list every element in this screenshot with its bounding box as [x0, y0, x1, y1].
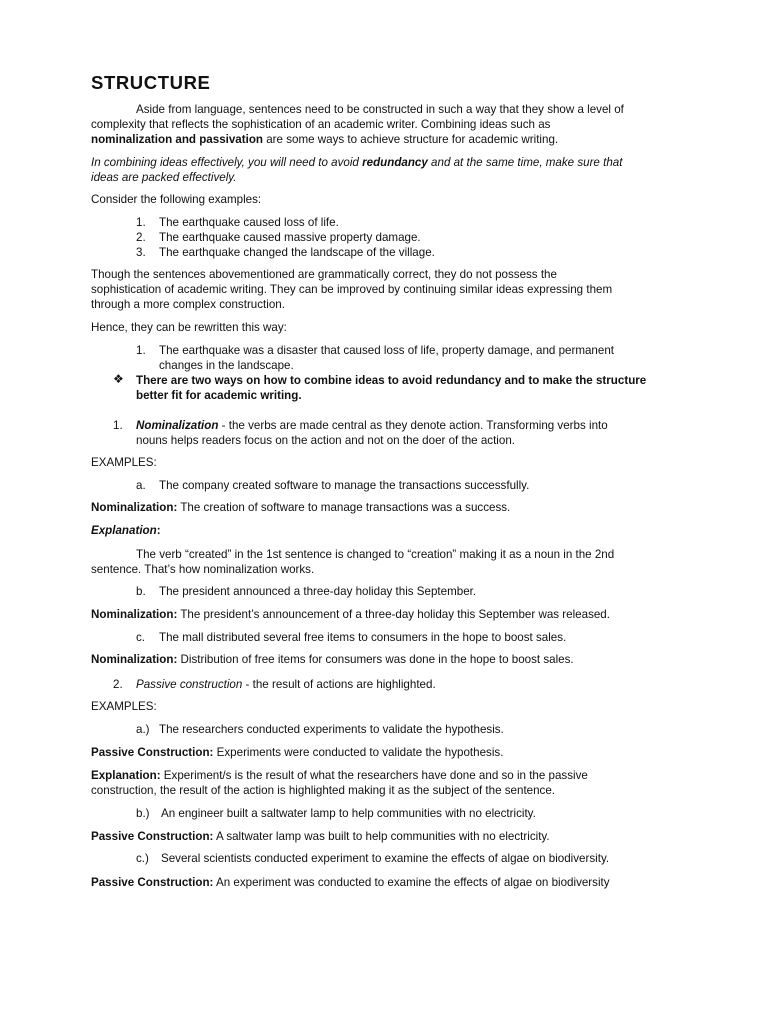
list-item: The earthquake changed the landscape of the village.: [159, 246, 435, 259]
result-label: Passive Construction:: [91, 746, 214, 759]
result-label: Nominalization:: [91, 608, 178, 621]
example-letter: b.: [136, 585, 146, 598]
nominalization-def: the verbs are made central as they denote action. Transforming verbs into: [228, 419, 608, 432]
list-number: 1.: [136, 216, 146, 229]
result-label: Passive Construction:: [91, 876, 214, 889]
bullet-line-2: better fit for academic writing.: [136, 389, 302, 402]
italic-para-line-2: ideas are packed effectively.: [91, 171, 237, 184]
nominalization-term: Nominalization: [136, 419, 219, 432]
result-label: Nominalization:: [91, 501, 178, 514]
explanation-line-2: sentence. That’s how nominalization works.: [91, 563, 315, 576]
explanation-text: Experiment/s is the result of what the researchers have done and so in the passive: [160, 769, 588, 782]
redundancy-term: redundancy: [362, 156, 428, 169]
passive-explanation-line-2: construction, the result of the action is highlighted making it as the subject of the sentence.: [91, 784, 556, 797]
example-letter: a.): [136, 723, 150, 736]
intro-line-3-rest: are some ways to achieve structure for academic writing.: [263, 133, 559, 146]
nominalization-result-a: [91, 500, 681, 515]
result-text: A saltwater lamp was built to help communities with no electricity.: [213, 830, 550, 843]
intro-line-1: Aside from language, sentences need to be constructed in such a way that they show a level of: [136, 103, 624, 116]
explanation-line-1: The verb “created” in the 1st sentence is changed to “creation” making it as a noun in the 2nd: [136, 548, 615, 561]
rewritten-number: 1.: [136, 344, 146, 357]
list-item: The earthquake caused massive property damage.: [159, 231, 421, 244]
hence-text: Hence, they can be rewritten this way:: [91, 321, 287, 334]
though-line-3: through a more complex construction.: [91, 298, 285, 311]
page-title: STRUCTURE: [91, 72, 211, 93]
result-text: Distribution of free items for consumers was done in the hope to boost sales.: [177, 653, 574, 666]
passive-result-b: [91, 829, 681, 844]
rewritten-line-1: The earthquake was a disaster that caused loss of life, property damage, and permanent: [159, 344, 614, 357]
nominalization-line-1: [136, 418, 608, 433]
passive-explanation-line-1: [91, 768, 681, 783]
explanation-heading: [91, 523, 681, 538]
passive-result-a: [91, 745, 681, 760]
examples-label: EXAMPLES:: [91, 700, 157, 713]
passive-number: 2.: [113, 678, 123, 691]
italic-para-line-1: [91, 155, 681, 170]
example-sentence: The company created software to manage the transactions successfully.: [159, 479, 530, 492]
nominalization-line-2: nouns helps readers focus on the action and not on the doer of the action.: [136, 434, 515, 447]
example-letter: a.: [136, 479, 146, 492]
consider-text: Consider the following examples:: [91, 193, 262, 206]
intro-line-3: [91, 132, 681, 147]
examples-label: EXAMPLES:: [91, 456, 157, 469]
though-line-1: Though the sentences abovementioned are grammatically correct, they do not possess the: [91, 268, 557, 281]
diamond-bullet-icon: ❖: [113, 372, 124, 386]
passive-term: Passive construction: [136, 678, 243, 691]
nominalization-number: 1.: [113, 419, 123, 432]
result-text: An experiment was conducted to examine the effects of algae on biodiversity: [213, 876, 610, 889]
intro-bold-terms: nominalization and passivation: [91, 133, 263, 146]
nominalization-result-b: [91, 607, 681, 622]
list-number: 3.: [136, 246, 146, 259]
example-sentence: An engineer built a saltwater lamp to help communities with no electricity.: [161, 807, 536, 820]
explanation-label: Explanation: [91, 524, 157, 537]
example-letter: b.): [136, 807, 150, 820]
nominalization-result-c: [91, 652, 681, 667]
example-sentence: The researchers conducted experiments to validate the hypothesis.: [159, 723, 504, 736]
example-sentence: The mall distributed several free items to consumers in the hope to boost sales.: [159, 631, 567, 644]
example-sentence: Several scientists conducted experiment to examine the effects of algae on biodiversity.: [161, 852, 610, 865]
explanation-label: Explanation:: [91, 769, 161, 782]
bullet-line-1: There are two ways on how to combine ideas to avoid redundancy and to make the structure: [136, 374, 647, 387]
example-letter: c.): [136, 852, 149, 865]
list-item: The earthquake caused loss of life.: [159, 216, 339, 229]
result-text: The president’s announcement of a three-day holiday this September was released.: [177, 608, 610, 621]
example-letter: c.: [136, 631, 146, 644]
result-text: Experiments were conducted to validate the hypothesis.: [213, 746, 504, 759]
passive-result-c: [91, 875, 681, 890]
though-line-2: sophistication of academic writing. They can be improved by continuing similar ideas expressing them: [91, 283, 613, 296]
passive-heading: [136, 677, 436, 692]
rewritten-line-2: changes in the landscape.: [159, 359, 294, 372]
result-label: Passive Construction:: [91, 830, 214, 843]
italic-part-1: In combining ideas effectively, you will need to avoid: [91, 156, 363, 169]
passive-def: - the result of actions are highlighted.: [242, 678, 436, 691]
intro-line-2: complexity that reflects the sophistication of an academic writer. Combining ideas such as: [91, 118, 551, 131]
nominalization-dash: -: [218, 419, 229, 432]
list-number: 2.: [136, 231, 146, 244]
result-label: Nominalization:: [91, 653, 178, 666]
result-text: The creation of software to manage transactions was a success.: [177, 501, 511, 514]
example-sentence: The president announced a three-day holiday this September.: [159, 585, 477, 598]
italic-part-2: and at the same time, make sure that: [427, 156, 623, 169]
explanation-colon: :: [156, 524, 161, 537]
